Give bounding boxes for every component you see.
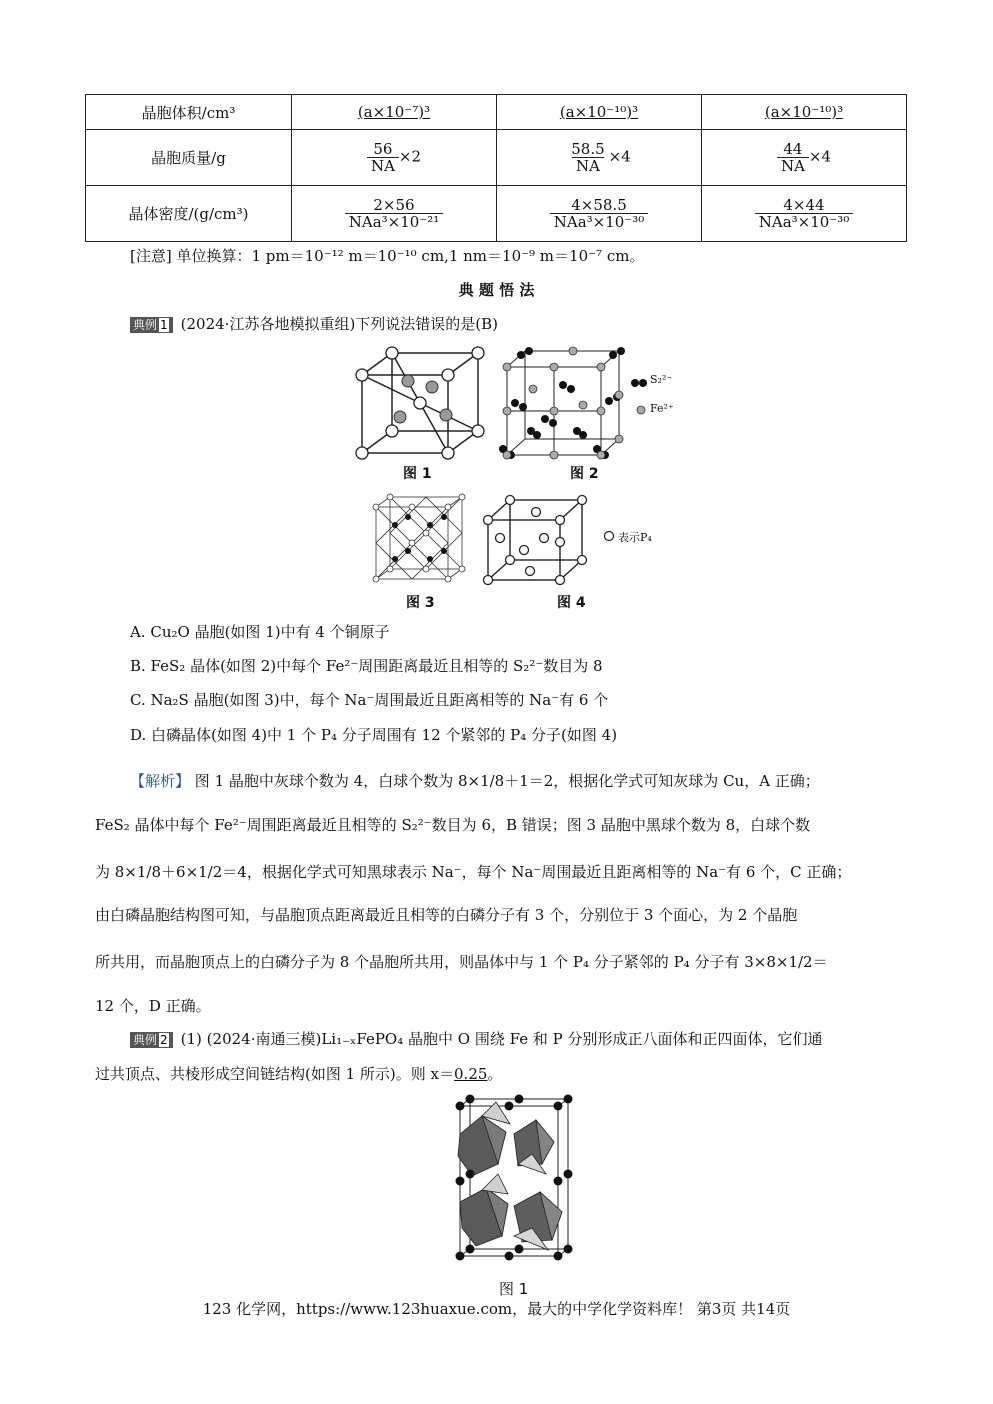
table-row	[86, 130, 907, 186]
cell-value: (a×10⁻¹⁰)³	[559, 103, 639, 121]
table-cell: 晶胞质量/g	[86, 130, 292, 186]
analysis-line-4: 由白磷晶胞结构图可知，与晶胞顶点距离最近且相等的白磷分子有 3 个，分别位于 3 个面心，为 2 个晶胞	[95, 906, 798, 924]
example2-figure-caption: 图 1	[499, 1280, 529, 1298]
example2-line1	[130, 1029, 822, 1049]
analysis-label: 【解析】	[130, 772, 191, 790]
example2-text: (1) (2024·南通三模)Li₁₋ₓFePO₄ 晶胞中 O 围绕 Fe 和 P 分别形成正八面体和正四面体，它们通	[180, 1030, 823, 1048]
table-cell: $\frac{56}{NA}$ ×2	[292, 130, 497, 186]
example1-stem-text: (2024·江苏各地模拟重组)下列说法错误的是(B)	[180, 315, 499, 333]
table-cell	[497, 186, 702, 242]
example2-line2: 过共顶点、共棱形成空间链结构(如图 1 所示)。则 x＝0.25。	[95, 1065, 503, 1083]
table-cell: $\frac{58.5}{NA}$ ×4	[497, 130, 702, 186]
page-footer: 123 化学网，https://www.123huaxue.com，最大的中学化学资料库！ 第3页 共14页	[202, 1300, 791, 1318]
analysis-line-5: 所共用，而晶胞顶点上的白磷分子为 8 个晶胞所共用，则晶体中与 1 个 P₄ 分子紧邻的 P₄ 分子有 3×8×1/2＝	[95, 953, 828, 971]
option-d: D. 白磷晶体(如图 4)中 1 个 P₄ 分子周围有 12 个紧邻的 P₄ 分子(如图 4)	[130, 726, 618, 744]
cell-value: (a×10⁻¹⁰)³	[764, 103, 844, 121]
table-cell	[497, 95, 702, 130]
fraction: $\frac{44}{NA}$	[777, 141, 809, 174]
fraction: $\frac{2\times 56}{\text{NAa³×10⁻²¹}}$	[345, 197, 444, 230]
analysis-text: 图 1 晶胞中灰球个数为 4，白球个数为 8×1/8＋1＝2，根据化学式可知灰球为 Cu，A 正确；	[194, 772, 820, 790]
analysis-line-1	[130, 771, 820, 791]
figure4-caption: 图 4	[557, 595, 586, 611]
option-b: B. FeS₂ 晶体(如图 2)中每个 Fe²⁻周围距离最近且相等的 S₂²⁻数目为 8	[130, 657, 603, 675]
table-cell	[292, 186, 497, 242]
lifepo4-structure-figure	[452, 1094, 577, 1269]
example-tag: 典例 2	[130, 1032, 173, 1048]
figure3-na2s-cell	[370, 493, 470, 583]
analysis-line-2: FeS₂ 晶体中每个 Fe²⁻周围距离最近且相等的 S₂²⁻数目为 6，B 错误；图 3 晶胞中黑球个数为 8，白球个数	[95, 816, 811, 834]
fraction: $\frac{4\times 58.5}{\text{NAa³×10⁻³⁰}}$	[550, 197, 649, 230]
figure3-caption: 图 3	[406, 595, 435, 611]
figure2-caption: 图 2	[570, 466, 599, 482]
crystal-property-table	[85, 94, 907, 242]
table-cell	[702, 186, 907, 242]
fraction: $\frac{56}{NA}$	[367, 141, 399, 174]
example1-stem	[130, 314, 498, 334]
table-row	[86, 95, 907, 130]
cell-value: (a×10⁻⁷)³	[357, 103, 431, 121]
unit-note: [注意] 单位换算：1 pm＝10⁻¹² m＝10⁻¹⁰ cm,1 nm＝10⁻⁹ m＝10⁻⁷ cm。	[130, 247, 645, 265]
legend-fe: Fe²⁺	[650, 402, 674, 415]
option-a: A. Cu₂O 晶胞(如图 1)中有 4 个铜原子	[130, 623, 390, 641]
fraction: $\frac{4\times 44}{\text{NAa³×10⁻³⁰}}$	[755, 197, 854, 230]
answer-value: 0.25	[454, 1065, 488, 1083]
table-cell	[292, 95, 497, 130]
legend-s: S₂²⁻	[650, 373, 673, 386]
example-tag: 典例 1	[130, 317, 173, 333]
section-title: 典 题 悟 法	[458, 281, 535, 299]
legend-p4: 表示P₄	[618, 531, 652, 544]
option-c: C. Na₂S 晶胞(如图 3)中，每个 Na⁻周围最近且距离相等的 Na⁻有 6 个	[130, 691, 609, 709]
table-cell: $\frac{44}{NA}$ ×4	[702, 130, 907, 186]
fraction: $\frac{58.5}{NA}$	[571, 140, 605, 175]
p4-legend-icon	[603, 530, 615, 542]
analysis-line-3: 为 8×1/8＋6×1/2＝4，根据化学式可知黑球表示 Na⁻，每个 Na⁻周围最近且距离相等的 Na⁻有 6 个，C 正确；	[95, 863, 852, 881]
table-cell: 晶体密度/(g/cm³)	[86, 186, 292, 242]
table-row	[86, 186, 907, 242]
figure4-p4-cell	[480, 492, 590, 587]
analysis-line-6: 12 个，D 正确。	[95, 997, 211, 1015]
table-cell	[702, 95, 907, 130]
figure1-caption: 图 1	[403, 466, 432, 482]
figure1-cu2o-cell	[350, 345, 485, 460]
table-cell: 晶胞体积/cm³	[86, 95, 292, 130]
